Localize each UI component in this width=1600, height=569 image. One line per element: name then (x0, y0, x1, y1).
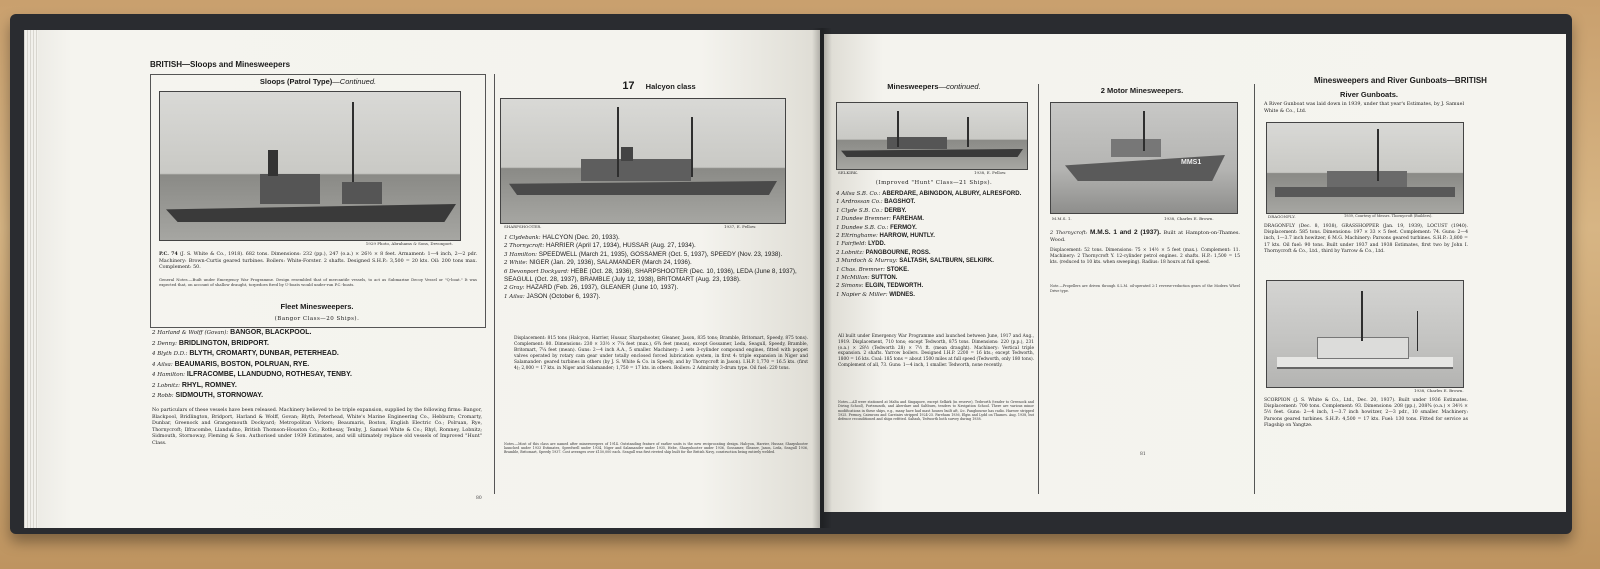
scorpion-photo (1266, 280, 1464, 388)
ship-names: LYDD. (868, 241, 886, 248)
builder-label: 4 Blyth D.D.: (152, 351, 188, 357)
builder-label: 1 Dundee S.B. Co.: (836, 224, 889, 231)
list-item (152, 339, 482, 350)
list-item (504, 234, 808, 242)
ship-names: BRIDLINGTON, BRIDPORT. (178, 339, 269, 347)
fleet-minesweepers-list (152, 328, 482, 402)
ship-names: DERBY. (884, 207, 907, 214)
selkirk-photo (836, 102, 1028, 170)
halcyon-details: Displacement: 815 tons (Halcyon, Harrier, Hussar, Sharpshooter, Gleaner, Jason, 835 tons; Bramble, Britomart, Speedy, 875 tons). Complement: 80. Dimensions: 230 × 33½ × 7¼ feet (max.), 6¾ feet (mean), except Gossamer, Leda, Seagull, Speedy, Bramble, Britomart, 7¼ feet (mean). Guns: 2—4 inch A.A., 5 smaller. Machinery: 2 sets 3-cylinder compound engines, fitted with poppet valves operated by rotary cam gear under totally enclosed forced lubrication system, in first 4: triple expansion in Niger and Salamander: geared turbines in others (by J. S. White & Co. in Speedy, and by Thornycroft in Jason). I.H.P. 1,770 = 16.5 kts. (first 4); 2,000 = 17 kts. in Niger and Salamander; 1,750 = 17 kts. in others. Boilers: 2 Admiralty 3-drum type. Oil fuel: 220 tons. (514, 336, 808, 371)
builder-label: 1 Fairfield: (836, 241, 867, 248)
halcyon-photo (500, 98, 786, 224)
list-item (152, 391, 482, 402)
minesweepers-title-text: Minesweepers (887, 82, 939, 91)
minesweepers-title-suffix: —continued. (938, 82, 981, 91)
list-item (836, 240, 1036, 248)
mms-body: Displacement: 52 tons. Dimensions: 75 × 14½ × 5 feet (max.). Complement: 11. Machinery: 2 Thornycroft Y. 12-cylinder petrol engines. 2 shafts. H.P.: 1,500 = 15 kts. (reduced to 10 kts. when sweeping). Radius: 18 hours at full speed. (1050, 248, 1240, 265)
hunt-class-note: Notes.—All were stationed at Malta and Singapore, except Selkirk (in reserve), Tedworth (tender to Greenock and Diving School), Portsmouth, and Aberdare and Saltburn, tenders to Navigation School. There are various minor modifications in these ships, e.g., many have had mast houses built aft, &c. Pangbourne has radio. Harrow stripped 1925. Fermoy, Cairnross and Carstairs stripped 1924-25. Fareham 1936, Elgin and Lydd on Thames. Aug. 1938, but defence reconditioned and ships refitted. Saltash, Tedworth both survey during 1938. (838, 400, 1034, 422)
list-item (836, 224, 1036, 232)
builder-label: 2 Simons: (836, 283, 864, 290)
halcyon-list (504, 234, 808, 301)
dragonfly-photo-credit: 1939, Courtesy of Messrs. Thornycroft (Builders). (1344, 214, 1433, 218)
builder-label: 2 Eltringhame: (836, 233, 878, 240)
list-item (836, 207, 1036, 215)
builder-label: 1 Dundee Bremner: (836, 216, 891, 223)
fleet-minesweepers-body: No particulars of these vessels have been released. Machinery believed to be triple expansion, supplied by the following firms: Bangor, Blackpool, Bridlington, Bridport, Harland & Wolff, Govan; Blyth, Peterhead, White's Marine Engineering Co., Hebburn; Cromarty, Dunbar, Greenock and Grangemouth Dockyard; Metropolitan Vickers; Beaumaris, Boston, English Electric Co.; Polruan, Rye, Thornycroft; Ilfracombe, Llandudno, British Thomson-Houston Co.; Rothesay, Tenby, J. Samuel White & Co.; Rhyl, Romney, Lobnitz; Sidmouth, Stornoway, Fleming & Son. Authorised under 1939 Estimates, and will ultimately replace old vessels of Improved "Hunt" Class. (152, 408, 482, 446)
mms-build-note: Built at Hampton-on-Thames. Wood. (1050, 230, 1240, 243)
list-item (152, 349, 482, 360)
ship-names: RHYL, ROMNEY. (181, 381, 237, 389)
list-item (152, 381, 482, 392)
list-item (152, 328, 482, 339)
ship-names: FERMOY. (890, 224, 917, 231)
list-item (504, 259, 808, 267)
river-gunboats-intro: A River Gunboat was laid down in 1939, under that year's Estimates, by J. Samuel White & Co., Ltd. (1264, 102, 1464, 114)
ship-names: SALTASH, SALTBURN, SELKIRK. (899, 258, 994, 265)
builder-label: 2 Lobnitz: (836, 249, 864, 256)
minesweepers-title (834, 82, 1034, 91)
halcyon-count: 17 (622, 80, 635, 92)
book-gutter (812, 28, 832, 528)
mms1-photo-label: M.M.S. 1. (1052, 216, 1072, 221)
ship-names: BEAUMARIS, BOSTON, POLRUAN, RYE. (174, 360, 310, 368)
builder-label: 2 Denny: (152, 340, 177, 347)
sloop-photo (159, 91, 461, 241)
ship-names: JASON (October 6, 1937). (526, 292, 601, 300)
list-item (836, 282, 1036, 290)
ship-names: ILFRACOMBE, LLANDUDNO, ROTHESAY, TENBY. (186, 371, 352, 378)
ship-names: SPEEDWELL (March 21, 1935), GOSSAMER (Oct. 5, 1937), SPEEDY (Nov. 23, 1938). (538, 250, 783, 258)
fleet-minesweepers-subtitle: (Bangor Class—20 Ships). (274, 316, 360, 322)
builder-label: 2 Gray: (504, 285, 525, 292)
list-item (504, 242, 808, 250)
hull-marking: MMS1 (1181, 159, 1202, 166)
hunt-class-list (836, 190, 1036, 299)
builder-label: 3 Murdoch & Murray: (836, 258, 898, 265)
mms-note: Note.—Propellers are driven through S.L.M. oil-operated 2:1 reverse-reduction gears of the Modern Wheel Drive type. (1050, 284, 1240, 293)
ship-names: HEBE (Oct. 28, 1936), SHARPSHOOTER (Dec. 10, 1936), LEDA (June 8, 1937), SEAGULL (Oct. 28, 1937), BRAMBLE (July 12, 1938), BRITOMART (Aug. 23, 1938). (504, 267, 797, 284)
selkirk-photo-credit: 1938, E. Pellow. (974, 170, 1007, 175)
right-page (824, 34, 1566, 512)
builder-label: 2 Thornycroft: (1050, 230, 1088, 236)
halcyon-photo-credit: 1937, E. Pellow. (724, 224, 757, 229)
ship-names: WIDNES. (889, 291, 915, 298)
selkirk-photo-label: SELKIRK. (838, 170, 859, 175)
hunt-class-body: All built under Emergency War Programme and launched between June, 1917 and Aug., 1919. Displacement, 710 tons; except Tedworth, 875 tons. Dimensions: 220 (p.p.), 231 (o.a.) × 28½ (Tedworth 28) × 7½ ft. (mean draught). Machinery: Vertical triple expansion. 2 shafts. Yarrow boilers. Designed I.H.P. 2200 = 16 kts.; except Tedworth, 1800 = 16 kts. Coal: 185 tons = about 1500 miles at full speed (Tedworth, only 180 tons). Complement of all, 73. Guns: 1—4 inch, 1 smaller. Tedworth, none recently. (838, 334, 1034, 368)
builder-label: 1 McMillan: (836, 275, 870, 282)
sloops-title-text: Sloops (Patrol Type) (259, 77, 333, 86)
running-header-right: Minesweepers and River Gunboats—BRITISH (1314, 76, 1487, 85)
sloop-details (159, 251, 477, 272)
ship-names: NIGER (Jan. 29, 1936), SALAMANDER (March 24, 1936). (529, 259, 692, 267)
ship-names: SIDMOUTH, STORNOWAY. (175, 392, 264, 399)
ship-names: BAGSHOT. (884, 199, 916, 206)
list-item (836, 232, 1036, 240)
builder-label: 2 Harland & Wolff (Govan): (152, 330, 229, 336)
list-item (504, 268, 808, 285)
ship-names: FAREHAM. (892, 216, 924, 223)
sloop-photo-credit: 1929 Photo, Abrahams & Sons, Devonport. (365, 241, 453, 246)
builder-label: 3 Hamilton: (504, 251, 537, 258)
sloop-general-notes: General Notes.—Built under Emergency War Programme. Design resembled that of mercantile vessels, to act as Submarine Decoy Vessel or "Q-boat." It was expected that, on account of shallow draught, torpedoes fired by U-boats would under-run P.C.-boats. (159, 277, 477, 287)
river-gunboats-title: River Gunboats. (1340, 90, 1398, 99)
list-item (504, 251, 808, 259)
halcyon-photo-label: SHARPSHOOTER. (504, 224, 542, 229)
builder-label: 6 Devonport Dockyard: (504, 268, 569, 275)
builder-label: 1 Ailsa: (504, 293, 525, 300)
page-number-right: 81 (1140, 452, 1146, 457)
column-divider (494, 74, 495, 494)
ship-names: ABERDARE, ABINGDON, ALBURY, ALRESFORD. (882, 191, 1022, 197)
column-divider (1038, 84, 1039, 494)
page-edges (24, 30, 38, 528)
dragonfly-photo (1266, 122, 1464, 214)
scorpion-photo-credit: 1938, Charles E. Brown. (1414, 388, 1464, 393)
ship-names: M.M.S. 1 and 2 (1937). (1090, 229, 1161, 236)
builder-label: 4 Ailsa: (152, 361, 173, 368)
list-item (504, 293, 808, 301)
builder-label: 1 Clydebank: (504, 235, 541, 241)
sloops-section (150, 74, 486, 328)
sloops-title-suffix: —Continued. (332, 77, 377, 86)
builder-label: 2 Robb: (152, 393, 174, 399)
mms1-photo-credit: 1938, Charles E. Brown. (1164, 216, 1214, 221)
column-divider (1254, 84, 1255, 494)
list-item (836, 257, 1036, 265)
mms1-photo (1050, 102, 1238, 214)
ship-names: BANGOR, BLACKPOOL. (230, 329, 312, 336)
list-item (836, 215, 1036, 223)
builder-label: 1 Chas. Bremner: (836, 266, 886, 273)
sloop-vessel-name: P.C. 74 (159, 251, 178, 257)
builder-label: 1 Ardrossan Co.: (836, 199, 883, 206)
hunt-class-subtitle: (Improved "Hunt" Class—21 Ships). (875, 180, 993, 186)
motor-minesweepers-title: 2 Motor Minesweepers. (1100, 86, 1184, 95)
running-header-left: BRITISH—Sloops and Minesweepers (150, 60, 291, 69)
builder-label: 1 Napier & Miller: (836, 291, 888, 298)
halcyon-note: Notes.—Most of this class are named after minesweepers of 1914. Outstanding feature of earlier units is the new reciprocating design. Halcyon, Harrier, Hussar, Sharpshooter launched under 1933 Estimates, Speedwell under 1934, Niger and Salamander under 1935, Hebe, Sharpshooter under 1936, Gossamer, Gleaner, Jason, Leda, Seagull 1936, Bramble, Britomart, Speedy 1937. Cost averages over £150,000 each. Seagull was first riveted ship built for the British Navy, construction being entirely welded. (504, 442, 808, 455)
halcyon-title: Halcyon class (645, 82, 696, 91)
ship-names: PANGBOURNE, ROSS. (865, 249, 931, 256)
dragonfly-entry: DRAGONFLY (Dec. 8, 1938), GRASSHOPPER (Jan. 19, 1939), LOCUST (1940). Displacement: 585 tons. Dimensions: 197 × 33 × 5 feet. Complement: 74. Guns: 2—4 inch, 1—3.7 inch howitzer, 6 M.G. Machinery: Parsons geared turbines. S.H.P.: 3,800 = 17 kts. Oil fuel: 90 tons. Built under 1937 and 1938 Estimates, first two by John I. Thornycroft & Co., Ltd., third by Yarrow & Co., Ltd. (1264, 224, 1468, 254)
builder-label: 2 Thornycroft: (504, 243, 545, 250)
sloops-title (151, 77, 485, 86)
list-item (836, 291, 1036, 299)
ship-names: HARRIER (April 17, 1934), HUSSAR (Aug. 27, 1934). (545, 242, 696, 250)
dragonfly-photo-label: DRAGONFLY. (1268, 214, 1296, 219)
ship-names: HAZARD (Feb. 26, 1937), GLEANER (June 10, 1937). (526, 284, 679, 292)
scorpion-entry: SCORPION (J. S. White & Co., Ltd., Dec. 20, 1937). Built under 1936 Estimates. Displacement: 700 tons. Complement: 93. Dimensions: 208 (pp.), 208¾ (o.a.) × 34½ × 5½ feet. Guns: 2—4 inch, 1—3.7 inch howitzer, 2—3 pdr., 10 smaller. Machinery: Parsons geared turbines. S.H.P.: 4,500 = 17 kts. Fuel: 130 tons. Fitted for service as Flagship on Yangtze. (1264, 398, 1468, 428)
builder-label: 2 White: (504, 260, 528, 267)
builder-label: 4 Ailsa S.B. Co.: (836, 191, 881, 197)
builder-label: 4 Hamilton: (152, 372, 185, 378)
page-number-left: 80 (476, 496, 482, 501)
list-item (836, 198, 1036, 206)
left-page (24, 30, 820, 528)
list-item (836, 266, 1036, 274)
list-item (836, 190, 1036, 198)
list-item (152, 370, 482, 381)
halcyon-heading (504, 74, 814, 93)
ship-names: SUTTON. (871, 275, 898, 282)
list-item (504, 284, 808, 292)
ship-names: HALCYON (Dec. 20, 1933). (542, 234, 620, 241)
ship-names: ELGIN, TEDWORTH. (865, 283, 924, 290)
builder-label: 1 Clyde S.B. Co.: (836, 207, 883, 214)
sloop-vessel-text: (J. S. White & Co., 1918). 682 tons. Dimensions: 232 (pp.), 247 (o.a.) × 26½ × 8 feet. Armament: 1—4 inch, 2—2 pdr. Machinery: Brown-Curtis geared turbines. Boilers: White-Forster. 2 shafts. Designed S.H.P.: 3,500 = 20 kts. Oil: 200 tons max. Complement: 50. (159, 252, 477, 271)
ship-names: STOKE. (886, 266, 909, 273)
ship-names: BLYTH, CROMARTY, DUNBAR, PETERHEAD. (189, 350, 339, 357)
ship-names: HARROW, HUNTLY. (879, 233, 935, 240)
list-item (836, 249, 1036, 257)
fleet-minesweepers-title: Fleet Minesweepers. (280, 302, 354, 311)
list-item (836, 274, 1036, 282)
list-item (152, 360, 482, 371)
builder-label: 2 Lobnitz: (152, 382, 180, 389)
mms-entry (1050, 230, 1240, 243)
